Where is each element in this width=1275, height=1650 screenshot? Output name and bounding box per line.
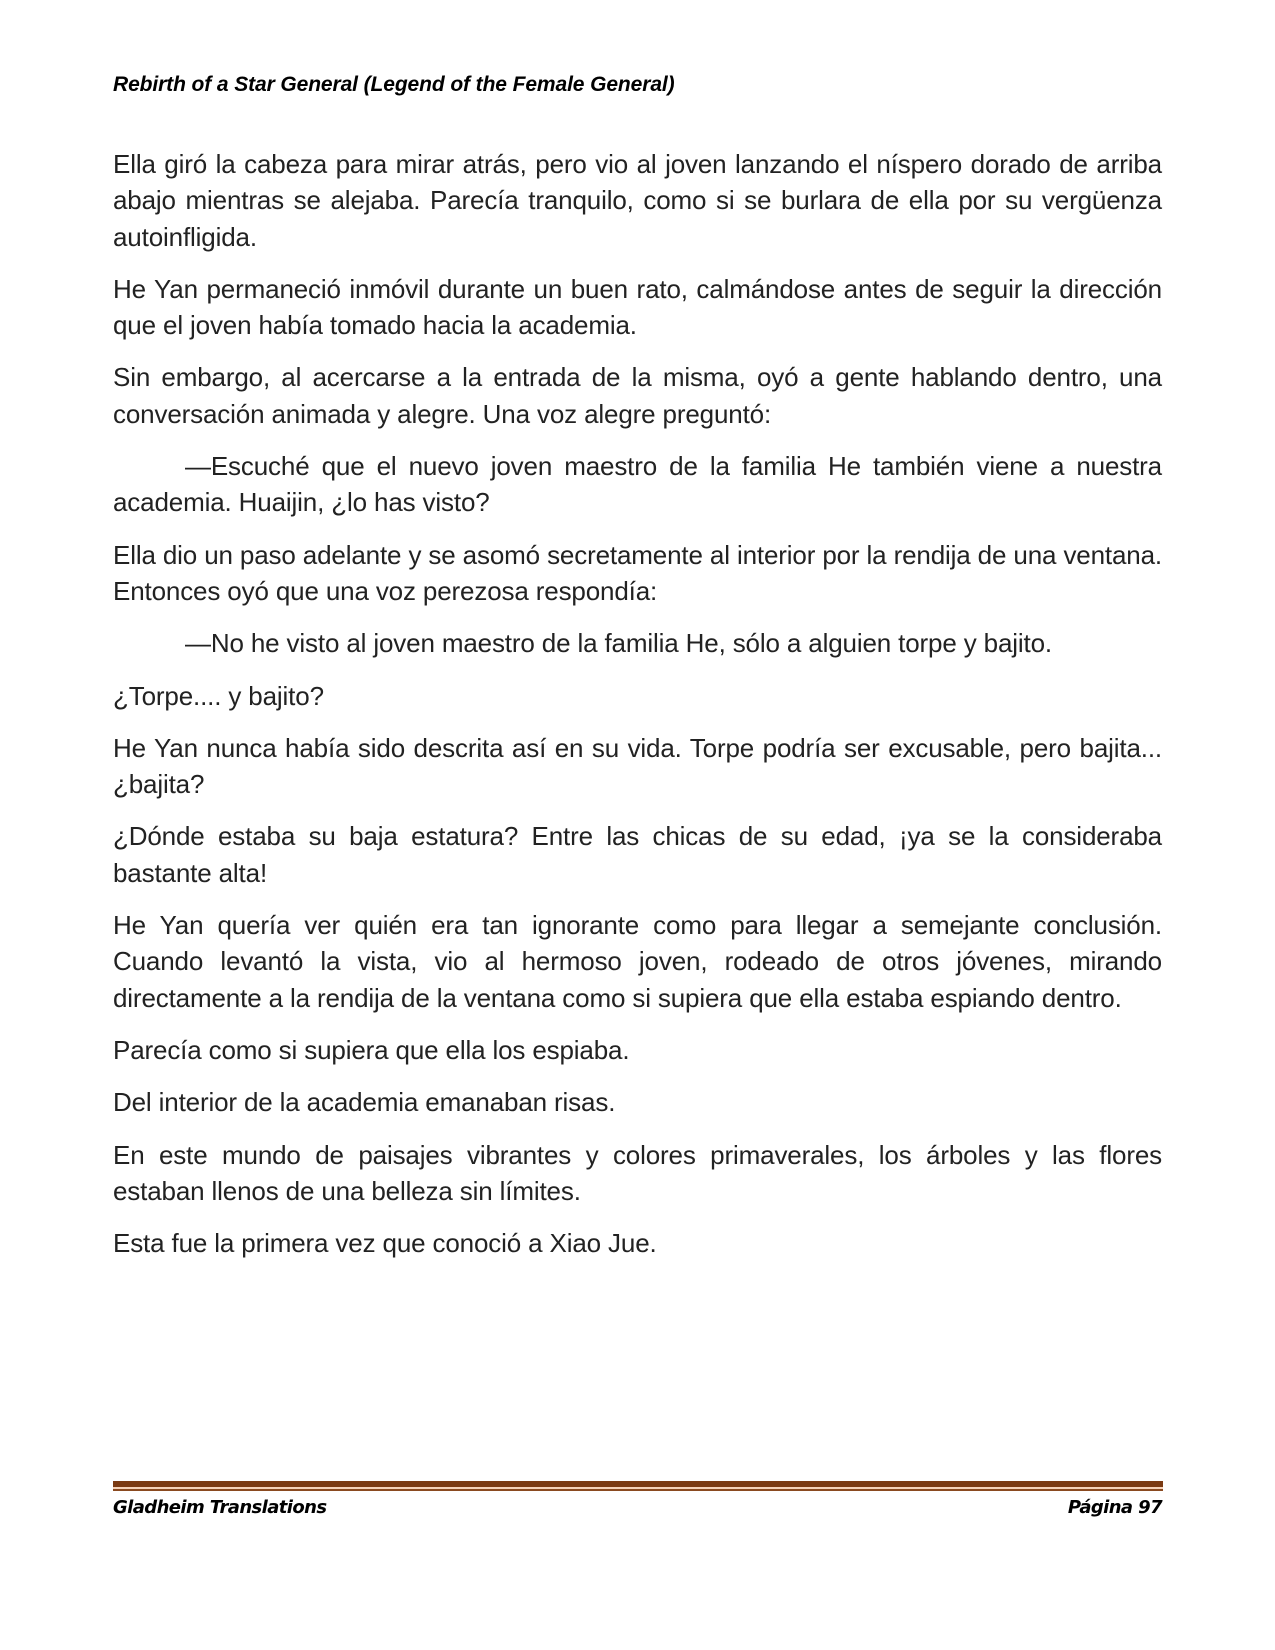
paragraph: He Yan nunca había sido descrita así en su vida. Torpe podría ser excusable, pero bajita... ¿bajita? [113,732,1162,800]
document-body [113,146,1162,1277]
running-header-title: Rebirth of a Star General (Legend of the Female General) [113,73,675,96]
paragraph: Ella giró la cabeza para mirar atrás, pero vio al joven lanzando el níspero dorado de arriba abajo mientras se alejaba. Parecía tranquilo, como si se burlara de ella por su vergüenza autoinfligida. [113,149,1162,252]
paragraph: Ella dio un paso adelante y se asomó secretamente al interior por la rendija de una ventana. Entonces oyó que una voz perezosa respondía: [113,539,1162,606]
footer-page-number: Página 97 [1067,1497,1162,1518]
paragraph: Sin embargo, al acercarse a la entrada de la misma, oyó a gente hablando dentro, una conversación animada y alegre. Una voz alegre preguntó: [113,362,1162,429]
dialogue-paragraph: —Escuché que el nuevo joven maestro de la familia He también viene a nuestra academia. Huaijin, ¿lo has visto? [113,451,1162,518]
footer-divider [113,1481,1163,1493]
paragraph: En este mundo de paisajes vibrantes y colores primaverales, los árboles y las flores estaban llenos de una belleza sin límites. [113,1139,1162,1206]
paragraph: Del interior de la academia emanaban risas. [113,1087,616,1118]
paragraph: He Yan quería ver quién era tan ignorante como para llegar a semejante conclusión. Cuando levantó la vista, vio al hermoso joven, rodeado de otros jóvenes, mirando directamente a la rendija de la ventana como si supiera que ella estaba espiando dentro. [113,910,1162,1013]
paragraph: Esta fue la primera vez que conoció a Xiao Jue. [113,1228,657,1259]
paragraph: He Yan permaneció inmóvil durante un buen rato, calmándose antes de seguir la dirección que el joven había tomado hacia la academia. [113,273,1162,341]
footer-divider-thin-line [113,1489,1163,1491]
paragraph: ¿Dónde estaba su baja estatura? Entre las chicas de su edad, ¡ya se la consideraba bastante alta! [113,821,1162,888]
dialogue-paragraph: —No he visto al joven maestro de la familia He, sólo a alguien torpe y bajito. [185,628,1052,659]
paragraph: Parecía como si supiera que ella los espiaba. [113,1034,630,1065]
paragraph: ¿Torpe.... y bajito? [113,680,324,711]
footer-publisher: Gladheim Translations [113,1497,327,1518]
